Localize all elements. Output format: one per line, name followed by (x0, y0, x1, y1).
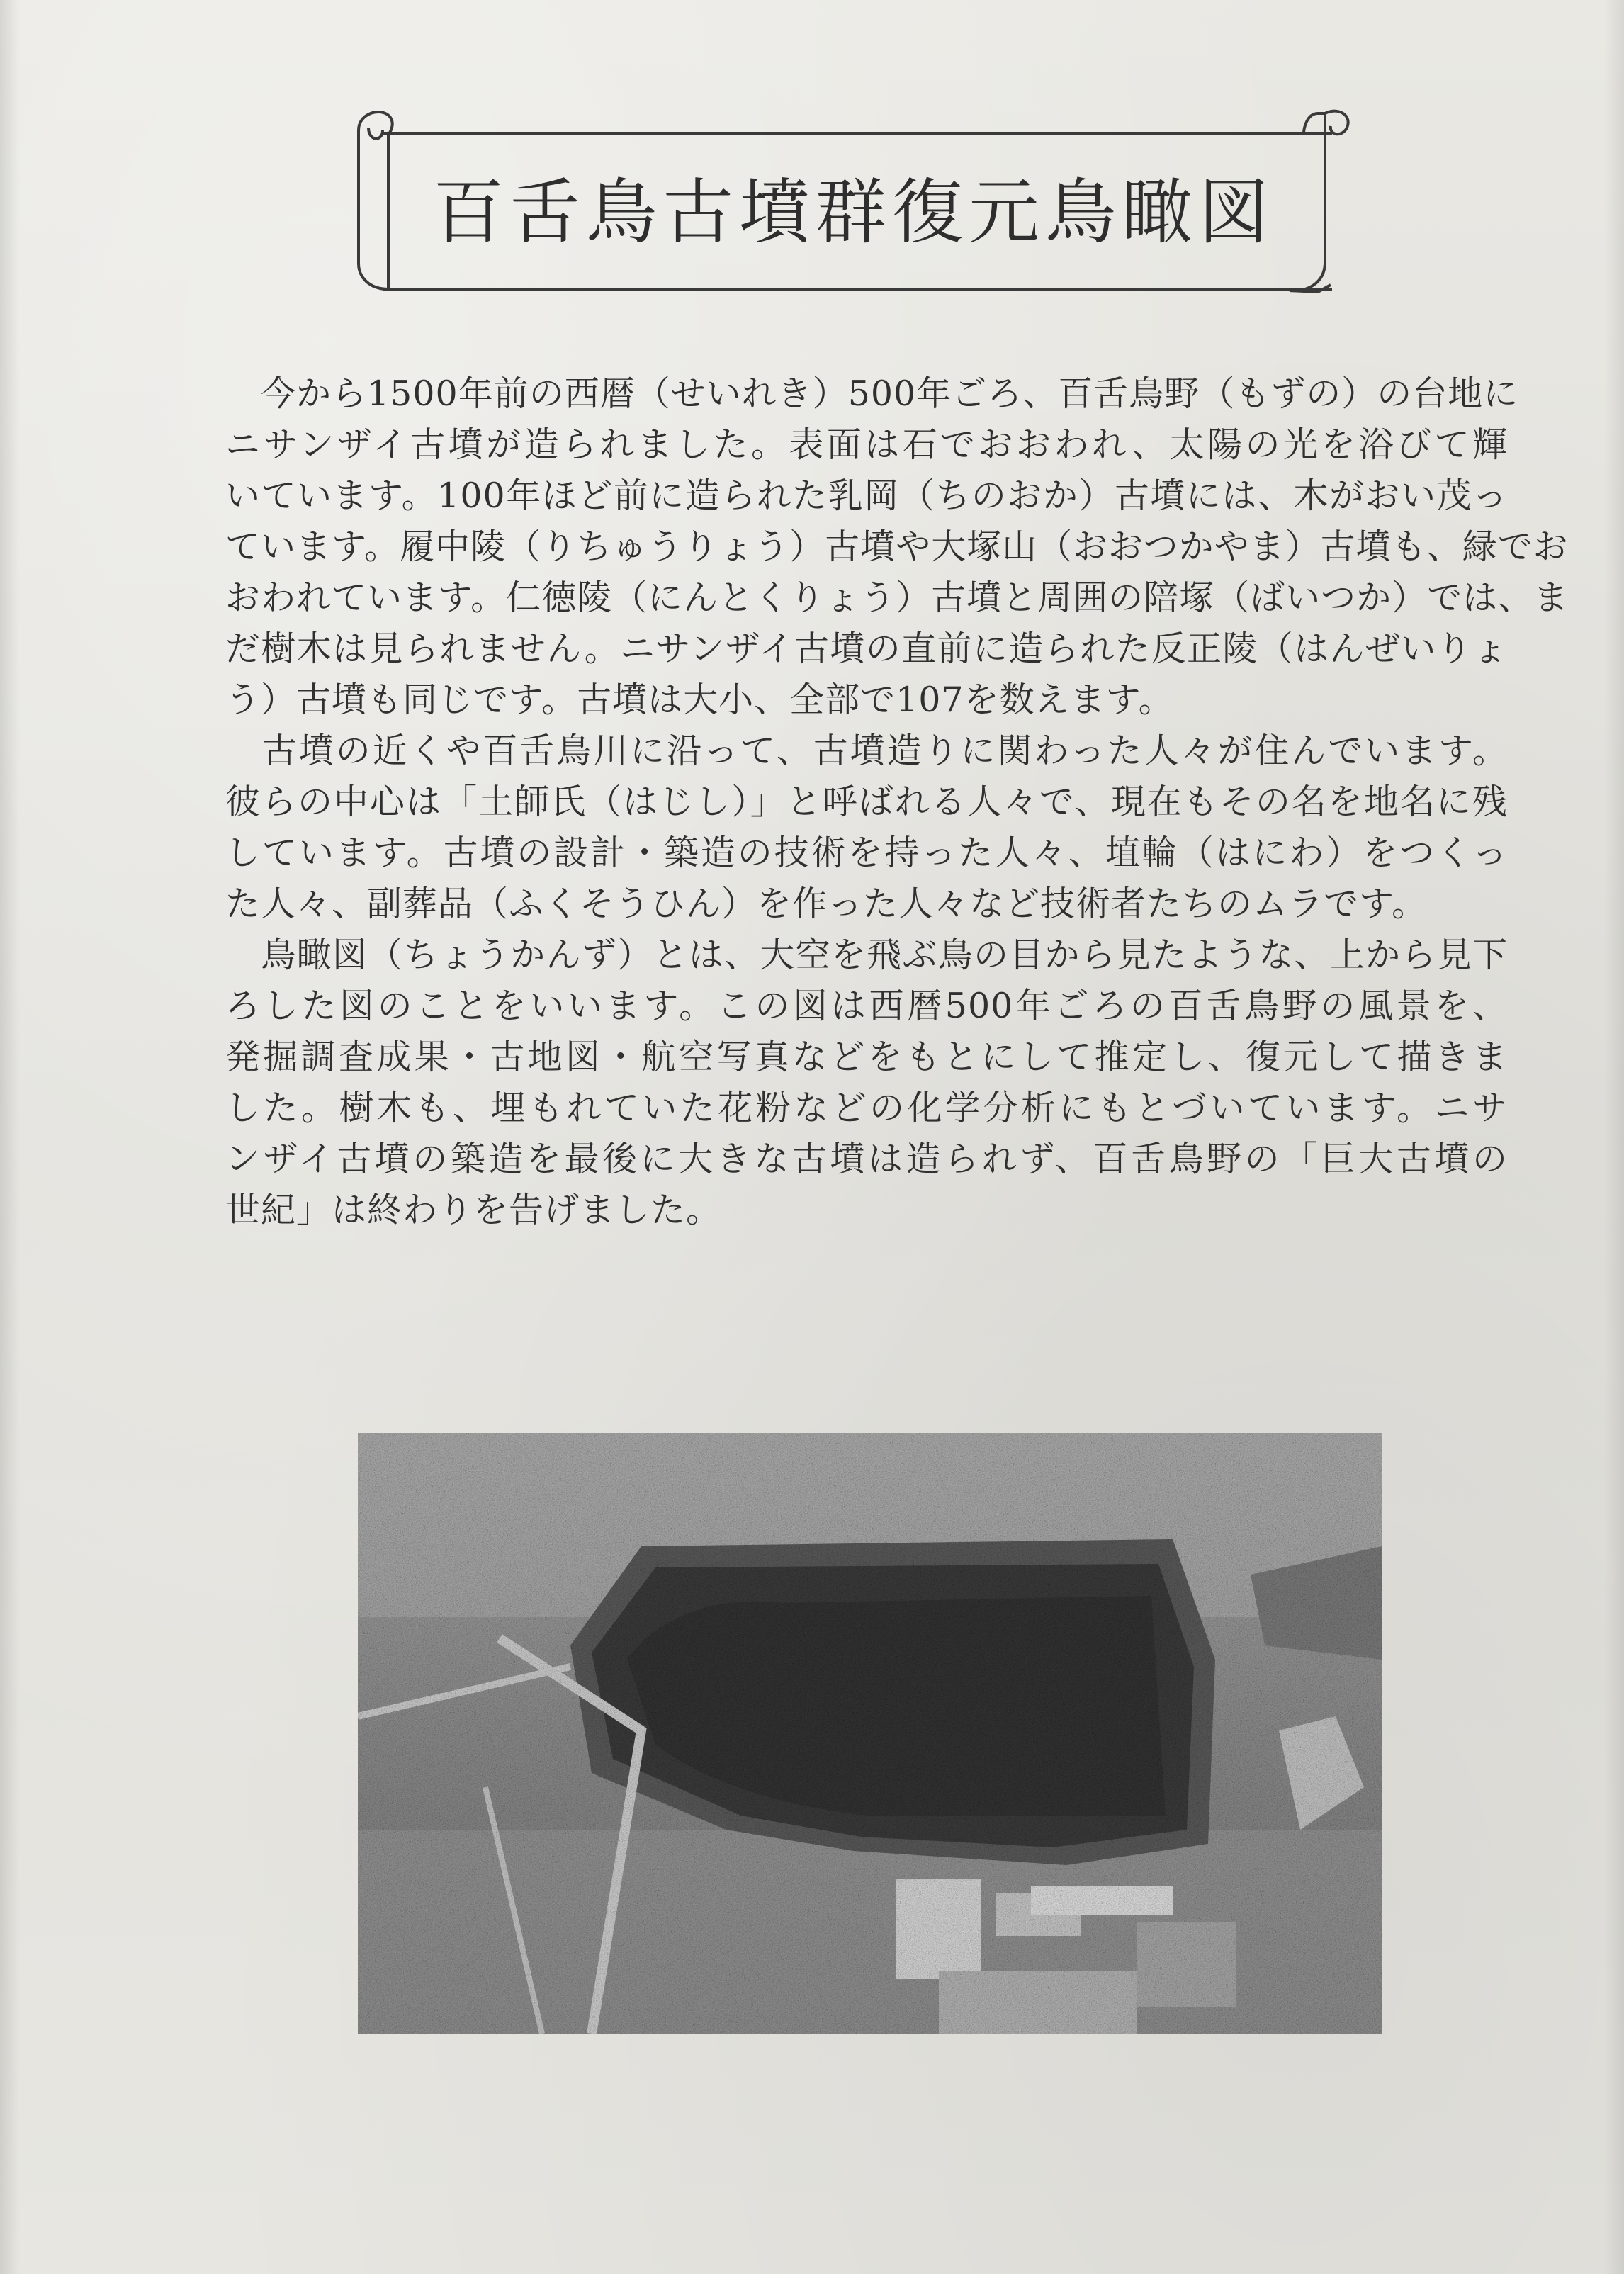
paragraph-2-line: 彼らの中心は「土師氏（はじし）」と呼ばれる人々で、現在もその名を地名に残 (225, 782, 1508, 822)
page-title: 百舌鳥古墳群復元鳥瞰図 (433, 171, 1275, 254)
paragraph-3-line: 世紀」は終わりを告げました。 (225, 1190, 722, 1230)
aerial-photo (358, 1433, 1382, 2034)
paper-shadow-left (0, 0, 20, 2274)
paragraph-1-line: う）古墳も同じです。古墳は大小、全部で107を数えます。 (225, 680, 1174, 720)
paragraph-1-line: ています。履中陵（りちゅうりょう）古墳や大塚山（おおつかやま）古墳も、緑でお (225, 527, 1569, 567)
paragraph-1-line: だ樹木は見られません。ニサンザイ古墳の直前に造られた反正陵（はんぜいりょ (225, 629, 1508, 669)
paragraph-1-line: いています。100年ほど前に造られた乳岡（ちのおか）古墳には、木がおい茂っ (225, 475, 1508, 516)
aerial-photo-image (358, 1433, 1382, 2034)
paragraph-3-line: ろした図のことをいいます。この図は西暦500年ごろの百舌鳥野の風景を、 (225, 986, 1508, 1026)
paragraph-2-line: 古墳の近くや百舌鳥川に沿って、古墳造りに関わった人々が住んでいます。 (225, 731, 1508, 771)
title-scroll-banner (354, 99, 1353, 326)
paragraph-1-line: おわれています。仁徳陵（にんとくりょう）古墳と周囲の陪塚（ばいつか）では、ま (225, 578, 1569, 618)
paragraph-2-line: た人々、副葬品（ふくそうひん）を作った人々など技術者たちのムラです。 (225, 884, 1428, 924)
paragraph-3-line: した。樹木も、埋もれていた花粉などの化学分析にもとづいています。ニサ (225, 1088, 1508, 1128)
paragraph-3-line: 鳥瞰図（ちょうかんず）とは、大空を飛ぶ鳥の目から見たような、上から見下 (225, 935, 1508, 975)
paragraph-1-line: 今から1500年前の西暦（せいれき）500年ごろ、百舌鳥野（もずの）の台地に (225, 373, 1519, 414)
body-text (225, 368, 1569, 1236)
paragraph-2-line: しています。古墳の設計・築造の技術を持った人々、埴輪（はにわ）をつくっ (225, 833, 1508, 873)
paper-shadow-right (1604, 0, 1624, 2274)
paragraph-1-line: ニサンザイ古墳が造られました。表面は石でおおわれ、太陽の光を浴びて輝 (225, 424, 1508, 465)
paragraph-3-line: ンザイ古墳の築造を最後に大きな古墳は造られず、百舌鳥野の「巨大古墳の (225, 1139, 1508, 1179)
paragraph-3-line: 発掘調査成果・古地図・航空写真などをもとにして推定し、復元して描きま (225, 1037, 1508, 1077)
